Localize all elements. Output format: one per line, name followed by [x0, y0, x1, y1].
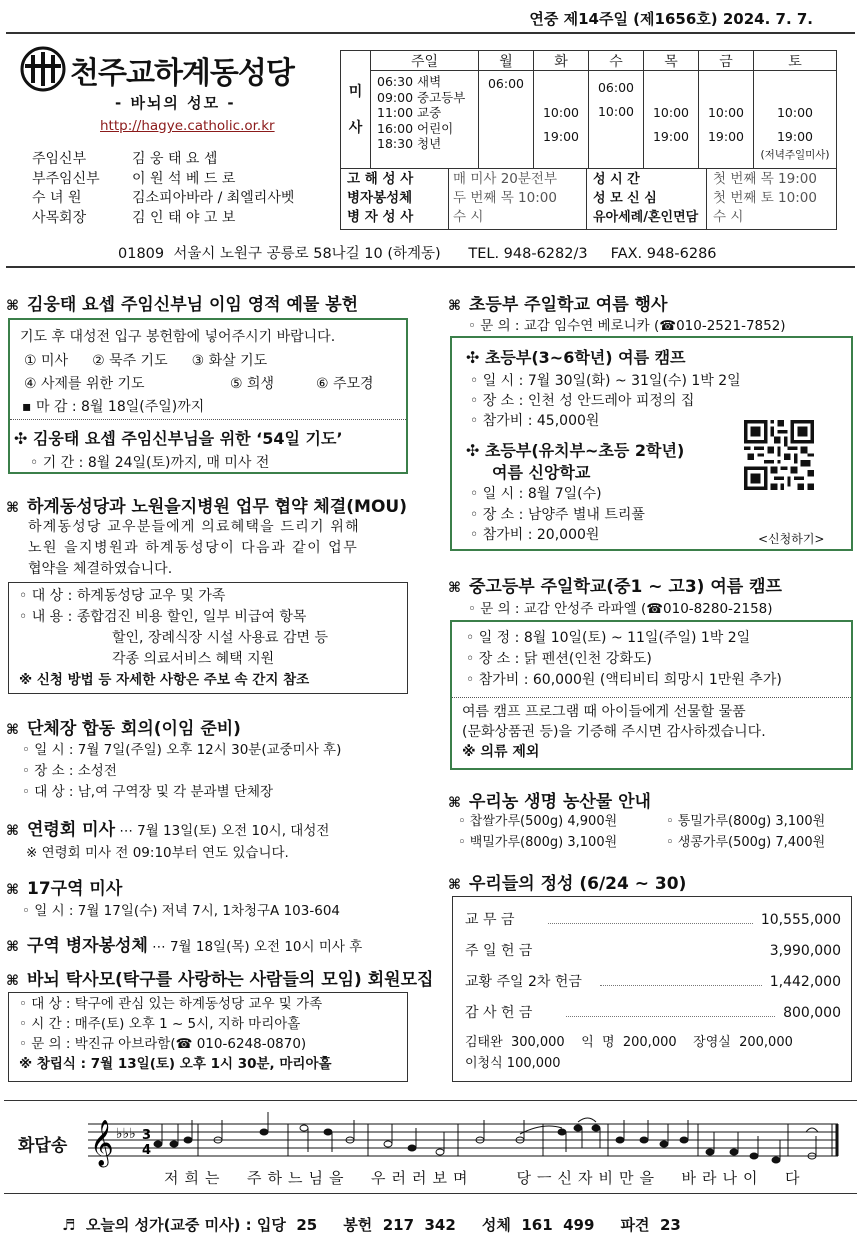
section-title-offerings: ⌘ 우리들의 정성 (6/24 ~ 30)	[448, 874, 687, 894]
mou-body	[28, 517, 408, 580]
school-line: ◦ 참가비 : 20,000원	[470, 527, 600, 543]
meeting-details	[22, 740, 341, 803]
offering-items-2	[24, 373, 404, 393]
mou-body-line: 하계동성당 교우분들에게 의료혜택을 드리기 위해	[28, 519, 360, 535]
mon-times	[479, 71, 534, 168]
donors-line: 김태완 300,000 익 명 200,000 장영실 200,000	[465, 1035, 793, 1050]
sacrament-value: 두 번째 목 10:00	[453, 190, 557, 206]
mass-days-header	[371, 51, 836, 71]
svg-text:♭♭♭: ♭♭♭	[116, 1126, 136, 1142]
camp-line: ◦ 일 시 : 7월 30일(화) ~ 31일(수) 1박 2일	[470, 373, 741, 389]
header-rule	[6, 32, 855, 34]
section-title-youth-camp: ⌘ 중고등부 주일학교(중1 ~ 고3) 여름 캠프	[448, 577, 782, 597]
section-title-sick-communion: ⌘ 구역 병자봉성체 ⋯ 7월 18일(목) 오전 10시 미사 후	[6, 936, 363, 956]
divider	[10, 419, 406, 420]
devotion-label: 유아세례/혼인면담	[593, 210, 699, 225]
qr-code-icon[interactable]	[744, 420, 814, 490]
time: 10:00	[597, 104, 635, 119]
day-wed: 수	[589, 51, 644, 70]
day-fri: 금	[699, 51, 754, 70]
time: 10:00	[776, 105, 814, 120]
offering-item: ③ 화살 기도	[191, 353, 268, 369]
cross-logo-icon	[20, 46, 66, 92]
mou-details-box	[8, 582, 408, 694]
psalm-label: 화답송	[18, 1136, 68, 1156]
mou-target: ◦ 대 상 : 하계동성당 교우 및 가족	[19, 588, 226, 604]
table-tennis-line: ◦ 문 의 : 박진규 아브라함(☎ 010-6248-0870)	[19, 1036, 307, 1052]
devotion-label: 성 시 간	[593, 172, 640, 187]
gift-request	[462, 702, 766, 762]
product-item: ◦ 통밀가루(800g) 3,100원	[666, 814, 826, 829]
time: 10:00	[542, 105, 580, 120]
mou-content: 할인, 장례식장 시설 사용료 감면 등	[112, 630, 329, 646]
offerings-box	[452, 896, 852, 1082]
offering-amount: 3,990,000	[769, 943, 841, 959]
time: 06:00	[487, 76, 525, 91]
offering-instruction: 기도 후 대성전 입구 봉헌함에 넣어주시기 바랍니다.	[20, 329, 336, 345]
section-marker-icon: ⌘	[6, 298, 19, 314]
table-tennis-founding: ※ 창립식 : 7월 13일(토) 오후 1시 30분, 마리아홀	[19, 1056, 332, 1072]
youth-camp-details	[466, 628, 782, 691]
sick-communion-time: ⋯ 7월 18일(목) 오전 10시 미사 후	[147, 939, 363, 955]
staff-role: 부주임신부	[32, 170, 100, 187]
svg-text:3: 3	[142, 1128, 152, 1143]
sacrament-value: 매 미사 20분전부	[453, 171, 558, 187]
offering-box	[8, 318, 408, 474]
memorial-mass-time: ⋯ 7월 13일(토) 오전 10시, 대성전	[115, 823, 330, 839]
offering-label: 감 사 헌 금	[465, 1005, 533, 1021]
mou-body-line: 노원 을지병원과 하계동성당이 다음과 같이 업무	[28, 540, 359, 556]
time: (저녁주일미사)	[760, 149, 830, 161]
camp-title: ✣ 초등부(3~6학년) 여름 캠프	[466, 348, 686, 367]
staff-name: 김 웅 태 요 셉	[132, 151, 218, 167]
youth-camp-box	[450, 620, 853, 770]
offering-label: 교황 주일 2차 헌금	[465, 974, 582, 990]
school-line: ◦ 장 소 : 남양주 별내 트리풀	[470, 506, 645, 523]
section-title-table-tennis: ⌘ 바뇌 탁사모(탁구를 사랑하는 사람들의 모임) 회원모집	[6, 970, 434, 990]
sacrament-info	[341, 168, 836, 229]
parish-name: 천주교하계동성당	[70, 56, 294, 91]
farm-products-list	[458, 811, 853, 853]
donors-line: 이청식 100,000	[465, 1056, 561, 1071]
meeting-line: ◦ 일 시 : 7월 7일(주일) 오후 12시 30분(교중미사 후)	[22, 742, 342, 758]
staff-name: 김 인 태 야 고 보	[132, 209, 236, 226]
gift-note: ※ 의류 제외	[462, 744, 540, 760]
sacrament-value: 수 시	[453, 209, 484, 225]
time: 19:00	[707, 129, 745, 144]
qr-label: <신청하기>	[758, 532, 825, 546]
parish-url[interactable]: http://hagye.catholic.or.kr	[100, 118, 275, 134]
sat-times	[754, 71, 836, 168]
psalm-bottom-rule	[4, 1193, 857, 1194]
staff-list	[32, 150, 322, 228]
camp-details	[470, 371, 741, 431]
day-sat: 토	[788, 54, 802, 70]
time: 16:00 어린이	[377, 120, 454, 136]
address-line: 01809 서울시 노원구 공릉로 58나길 10 (하계동) TEL. 948-6282/3 FAX. 948-6286	[118, 246, 717, 262]
staff-name: 이 원 석 베 드 로	[132, 170, 236, 187]
product-item: ◦ 찹쌀가루(500g) 4,900원	[458, 814, 618, 829]
devotion-value: 첫 번째 목 19:00	[713, 171, 817, 187]
devotion-value: 수 시	[713, 209, 744, 225]
time: 19:00	[652, 129, 690, 144]
music-staff-icon	[88, 1112, 848, 1168]
time: 19:00	[542, 129, 580, 144]
time: 09:00 중고등부	[377, 89, 466, 105]
table-tennis-line: ◦ 시 간 : 매주(토) 오후 1 ~ 5시, 지하 마리아홀	[19, 1016, 301, 1032]
svg-text:4: 4	[142, 1143, 152, 1158]
sacrament-label: 병자봉성체	[347, 190, 413, 206]
school-line: ◦ 일 시 : 8월 7일(수)	[470, 486, 602, 502]
mou-content: 각종 의료서비스 혜택 지원	[112, 651, 275, 667]
parish-patron: - 바뇌의 성모 -	[115, 94, 236, 112]
mass-side-label: 미 사	[341, 51, 371, 168]
time: 19:00	[776, 129, 814, 144]
time: 18:30 청년	[377, 136, 442, 151]
sacrament-label: 병 자 성 사	[347, 209, 414, 225]
table-tennis-box	[8, 992, 408, 1082]
section-title-district-mass: ⌘ 17구역 미사	[6, 879, 123, 899]
offering-item: ⑤ 희생	[230, 376, 275, 392]
camp-line: ◦ 장 소 : 인천 성 안드레아 피정의 집	[470, 393, 695, 409]
devotion-value: 첫 번째 토 10:00	[713, 190, 817, 206]
section-title-mou: ⌘ 하계동성당과 노원을지병원 업무 협약 체결(MOU)	[6, 497, 407, 517]
wed-times	[589, 71, 644, 168]
fri-times	[699, 71, 754, 168]
mass-schedule-table	[340, 50, 837, 230]
section-title-memorial-mass: ⌘ 연령회 미사 ⋯ 7월 13일(토) 오전 10시, 대성전	[6, 820, 330, 840]
section-title-farm-products: ⌘ 우리농 생명 농산물 안내	[448, 792, 651, 812]
meeting-line: ◦ 대 상 : 남,여 구역장 및 각 분과별 단체장	[22, 784, 274, 800]
psalm-lyrics: 저희는 주하느님을 우러러보며 당ㅡ신자비만을 바라나이 다	[164, 1169, 806, 1187]
school-details	[470, 484, 645, 546]
product-item: ◦ 백밀가루(800g) 3,100원	[458, 835, 618, 850]
time: 06:30 새벽	[377, 74, 442, 89]
address-rule	[6, 266, 855, 268]
svg-text:𝄞: 𝄞	[90, 1120, 114, 1166]
section-title-offering: ⌘ 김웅태 요셉 주임신부님 이임 영적 예물 봉헌	[6, 295, 359, 315]
district-mass-line: ◦ 일 시 : 7월 17일(수) 저녁 7시, 1차청구A 103-604	[22, 903, 340, 919]
mou-content: ◦ 내 용 : 종합검진 비용 할인, 일부 비급여 항목	[19, 609, 307, 625]
offering-item: ① 미사	[24, 353, 69, 369]
time: 06:00	[597, 80, 635, 95]
hymns-of-day: ♬ 오늘의 성가(교중 미사) : 입당 25 봉헌 217 342 성체 161 499 파견 23	[62, 1216, 681, 1234]
offerings-table	[465, 905, 841, 1029]
memorial-mass-note: ※ 연령회 미사 전 09:10부터 연도 있습니다.	[26, 845, 289, 861]
section-title-meeting: ⌘ 단체장 합동 회의(이임 준비)	[6, 719, 241, 739]
day-tue: 화	[534, 51, 589, 70]
offering-amount: 1,442,000	[769, 974, 841, 990]
offering-label: 주 일 헌 금	[465, 943, 533, 959]
day-sunday: 주일	[371, 51, 479, 70]
elementary-box	[450, 336, 853, 551]
offering-deadline: ▪ 마 감 : 8월 18일(주일)까지	[22, 399, 205, 415]
psalm-score	[88, 1112, 848, 1172]
time: 11:00 교중	[377, 105, 442, 120]
youth-camp-line: ◦ 참가비 : 60,000원 (액티비티 희망시 1만원 추가)	[466, 672, 782, 688]
mou-body-line: 협약을 체결하였습니다.	[28, 561, 173, 577]
mou-note: ※ 신청 방법 등 자세한 사항은 주보 속 간지 참조	[19, 672, 310, 688]
offering-items-1	[24, 350, 267, 370]
youth-contact: ◦ 문 의 : 교감 안성주 라파엘 (☎010-8280-2158)	[468, 601, 773, 617]
product-item: ◦ 생콩가루(500g) 7,400원	[666, 835, 826, 850]
offering-row	[465, 936, 841, 967]
offering-item: ② 묵주 기도	[92, 353, 168, 369]
elementary-contact: ◦ 문 의 : 교감 임수연 베로니카 (☎010-2521-7852)	[468, 318, 786, 334]
table-tennis-line: ◦ 대 상 : 탁구에 관심 있는 하계동성당 교우 및 가족	[19, 996, 323, 1012]
edition-line: 연중 제14주일 (제1656호) 2024. 7. 7.	[529, 10, 813, 28]
sunday-times	[371, 71, 479, 168]
camp-line: ◦ 참가비 : 45,000원	[470, 413, 600, 429]
day-thu: 목	[644, 51, 699, 70]
offering-row	[465, 967, 841, 998]
thu-times	[644, 71, 699, 168]
offering-row	[465, 905, 841, 936]
staff-role: 주임신부	[32, 151, 87, 167]
psalm-top-rule	[4, 1100, 857, 1101]
time: 10:00	[652, 105, 690, 120]
sacrament-label: 고 해 성 사	[347, 171, 414, 187]
school-title-2: 여름 신앙학교	[492, 463, 591, 482]
offering-item: ④ 사제를 위한 기도	[24, 376, 145, 392]
offering-row	[465, 998, 841, 1029]
divider	[452, 697, 851, 698]
staff-role: 수 녀 원	[32, 190, 82, 206]
meeting-line: ◦ 장 소 : 소성전	[22, 763, 117, 779]
offering-item: ⑥ 주모경	[316, 376, 374, 392]
devotion-label: 성 모 신 심	[593, 191, 657, 206]
day-mon: 월	[479, 51, 534, 70]
youth-camp-line: ◦ 일 정 : 8월 10일(토) ~ 11일(주일) 1박 2일	[466, 630, 751, 646]
offering-amount: 10,555,000	[760, 912, 841, 928]
staff-role: 사목회장	[32, 209, 87, 226]
offering-amount: 800,000	[783, 1005, 841, 1021]
prayer-54-period: ◦ 기 간 : 8월 24일(토)까지, 매 미사 전	[30, 455, 270, 471]
staff-name: 김소피아바라 / 최엘리사벳	[132, 190, 295, 206]
youth-camp-line: ◦ 장 소 : 닭 펜션(인천 강화도)	[466, 651, 652, 667]
gift-line: (문화상품권 등)을 기증해 주시면 감사하겠습니다.	[462, 724, 766, 740]
tue-times	[534, 71, 589, 168]
gift-line: 여름 캠프 프로그램 때 아이들에게 선물할 물품	[462, 704, 746, 720]
parish-logo	[20, 46, 66, 96]
time: 10:00	[707, 105, 745, 120]
mass-times	[371, 71, 836, 168]
offering-label: 교 무 금	[465, 912, 515, 928]
school-title: ✣ 초등부(유치부~초등 2학년)	[466, 441, 685, 460]
prayer-54-title: ✣ 김웅태 요셉 주임신부님을 위한 ‘54일 기도’	[14, 429, 343, 448]
section-title-elementary: ⌘ 초등부 주일학교 여름 행사	[448, 295, 668, 315]
